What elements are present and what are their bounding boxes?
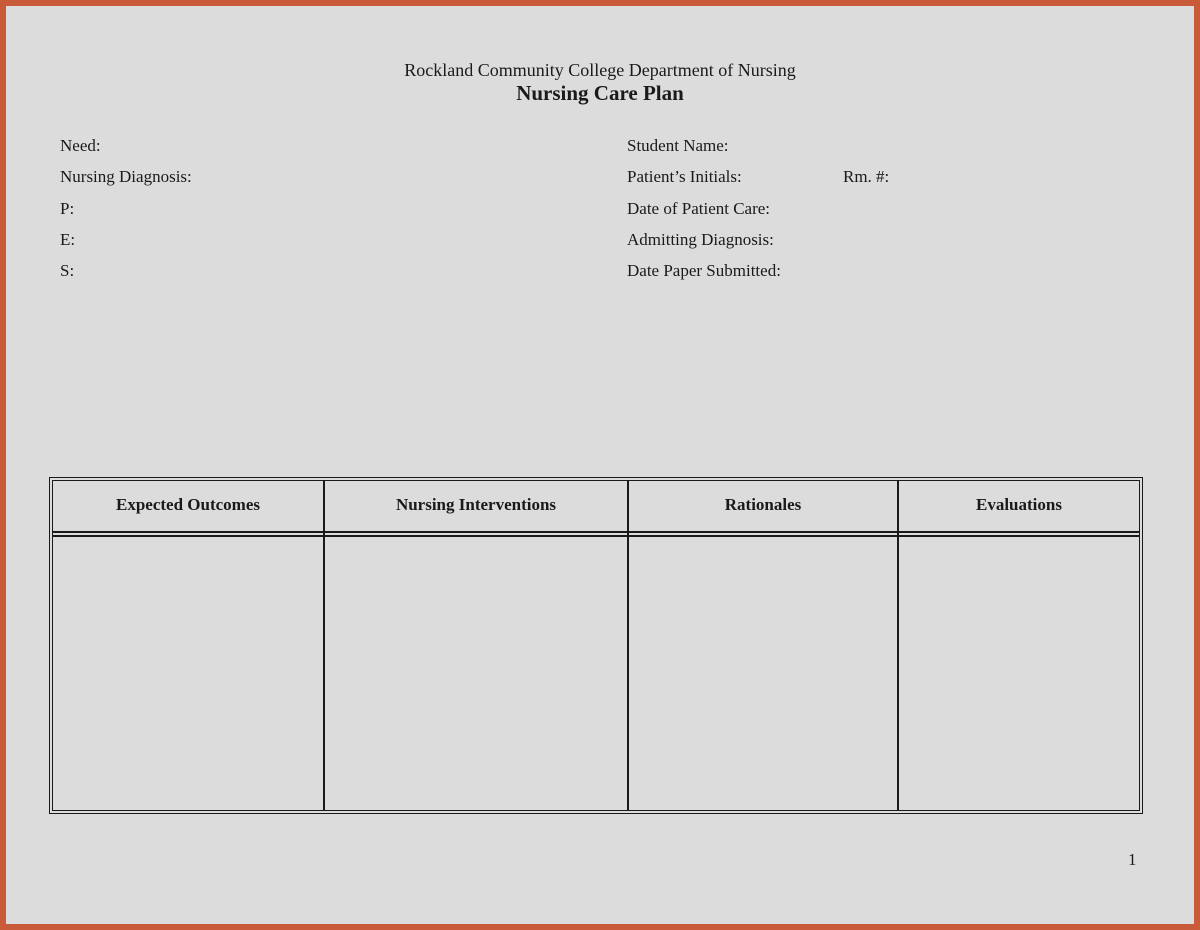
admitting-diagnosis-label: Admitting Diagnosis: <box>627 230 774 249</box>
column-header-expected-outcomes: Expected Outcomes <box>115 495 260 514</box>
column-header-evaluations: Evaluations <box>976 495 1062 514</box>
cell-evaluations[interactable] <box>899 537 1139 810</box>
institution-name: Rockland Community College Department of Nursing <box>404 60 796 80</box>
student-name-label: Student Name: <box>627 136 729 155</box>
need-label: Need: <box>60 136 101 155</box>
date-submitted-label: Date Paper Submitted: <box>627 261 781 280</box>
p-label: P: <box>60 199 75 218</box>
cell-rationales[interactable] <box>629 537 897 810</box>
s-label: S: <box>60 261 75 280</box>
page-title: Nursing Care Plan <box>516 81 684 105</box>
cell-expected-outcomes[interactable] <box>53 537 323 810</box>
page-number: 1 <box>1128 850 1137 869</box>
room-number-label: Rm. #: <box>843 167 890 186</box>
column-header-nursing-interventions: Nursing Interventions <box>395 495 557 514</box>
cell-nursing-interventions[interactable] <box>325 537 627 810</box>
date-of-care-label: Date of Patient Care: <box>627 199 771 218</box>
column-header-rationales: Rationales <box>724 495 802 514</box>
patient-initials-label: Patient’s Initials: <box>627 167 742 186</box>
e-label: E: <box>60 230 76 249</box>
nursing-diagnosis-label: Nursing Diagnosis: <box>60 167 192 186</box>
care-plan-table <box>49 477 1143 814</box>
